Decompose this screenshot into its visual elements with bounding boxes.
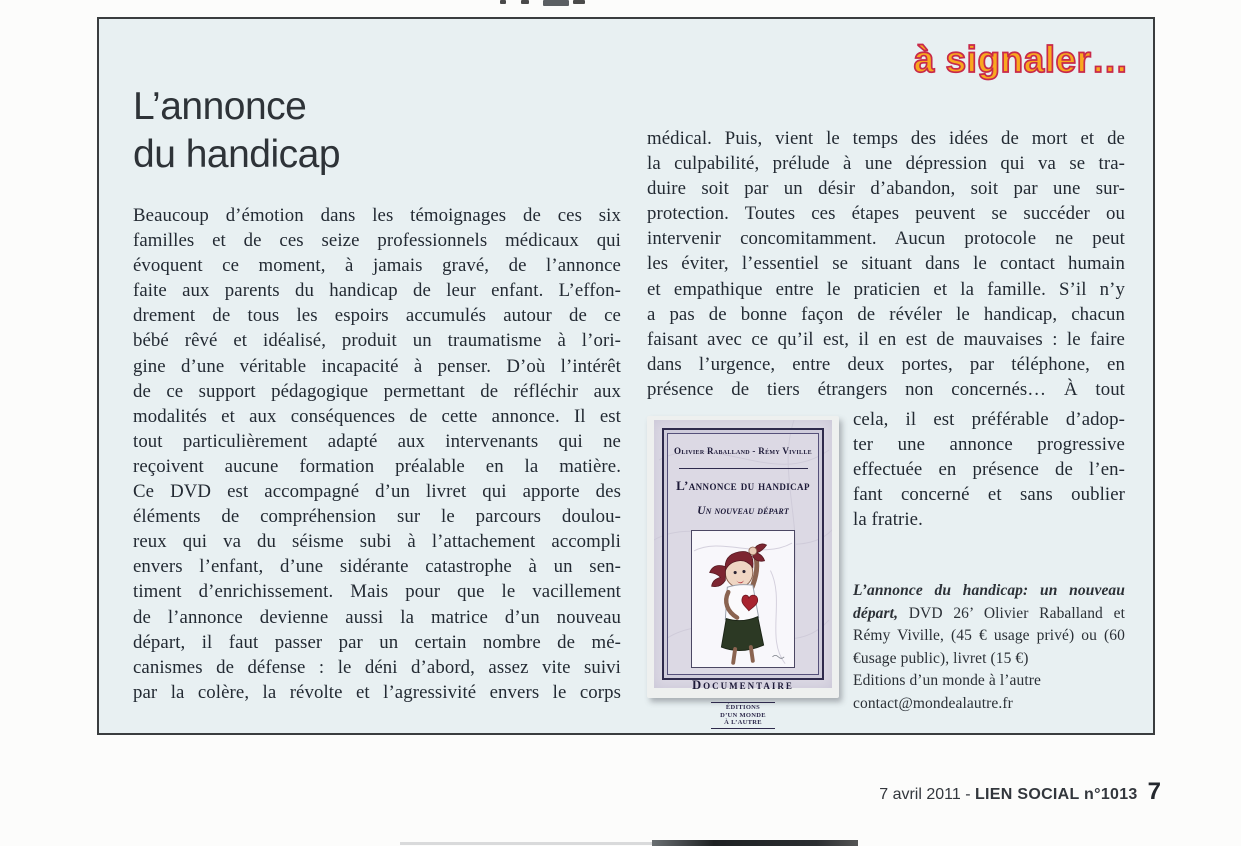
publisher-logo-line: D’UN MONDE bbox=[720, 711, 766, 719]
publisher-logo-line: À L’AUTRE bbox=[724, 719, 762, 727]
dvd-genre: Documentaire bbox=[692, 678, 794, 693]
text-line: par la colère, la révolte et l’agressivité envers le corps bbox=[133, 681, 621, 703]
dvd-title: L’annonce du handicap bbox=[676, 478, 810, 494]
text-line: faisant avec ce qu’il est, il en est de mauvaises : le faire bbox=[647, 328, 1125, 350]
scan-artifact-top bbox=[573, 0, 585, 4]
publisher-logo-line: ÉDITIONS bbox=[725, 704, 761, 712]
scan-artifact-bottom bbox=[652, 840, 858, 846]
page-title-line1: L’annonce bbox=[133, 85, 307, 128]
text-line: cela, il est préférable d’adop- bbox=[853, 409, 1125, 431]
text-line: ter une annonce progressive bbox=[853, 434, 1125, 456]
text-line: intervenir concomitamment. Aucun protocole ne peut bbox=[647, 228, 1125, 250]
caption-email: contact@mondealautre.fr bbox=[853, 694, 1013, 712]
caption-title: L’annonce du handicap: un nouveau départ, bbox=[853, 582, 1125, 622]
text-line: gine d’une véritable incapacité à penser. D’où l’intérêt bbox=[133, 355, 621, 377]
text-line: présence de tiers étrangers non concernés… À tout bbox=[647, 378, 1125, 400]
scan-artifact-top bbox=[521, 0, 529, 4]
text-line: évoquent ce moment, à jamais gravé, de l’annonce bbox=[133, 255, 621, 277]
caption-publisher: Editions d’un monde à l’autre bbox=[853, 672, 1041, 690]
text-line: duire soit par un désir d’abandon, soit par une sur- bbox=[647, 178, 1125, 200]
text-line: reçoivent aucune formation préalable en la matière. bbox=[133, 455, 621, 477]
text-line: tout particulièrement adapté aux intervenants qui ne bbox=[133, 430, 621, 452]
text-line: faite aux parents du handicap de leur enfant. L’effon- bbox=[133, 280, 621, 302]
article-left-column bbox=[133, 203, 621, 705]
text-line: éléments de compréhension sur le parcours doulou- bbox=[133, 506, 621, 528]
text-line: Beaucoup d’émotion dans les témoignages de ces six bbox=[133, 205, 621, 226]
page-title-line2: du handicap bbox=[133, 133, 341, 176]
footer-separator: - bbox=[960, 786, 975, 803]
text-line: effectuée en présence de l’en- bbox=[853, 459, 1125, 481]
text-line: Ce DVD est accompagné d’un livret qui apporte des bbox=[133, 481, 621, 503]
girl-illustration-frame bbox=[691, 530, 795, 668]
scan-artifact-bottom bbox=[400, 842, 660, 845]
dvd-cover-photo bbox=[647, 416, 839, 727]
text-line: protection. Toutes ces étapes peuvent se succéder ou bbox=[647, 203, 1125, 225]
text-line: modalités et aux conséquences de cette annonce. Il est bbox=[133, 405, 621, 427]
footer-date: 7 avril 2011 bbox=[879, 786, 961, 803]
page-number: 7 bbox=[1147, 778, 1161, 805]
caption-details: DVD 26’ Olivier Raballand et Rémy Viville, (45 € usage privé) ou (60 €usage public), livret (15 €) bbox=[853, 604, 1125, 667]
right-column-text bbox=[647, 126, 1125, 402]
text-line: les éviter, l’essentiel se situant dans le contact humain bbox=[647, 253, 1125, 275]
text-line: dans l’urgence, entre deux portes, par téléphone, en bbox=[647, 353, 1125, 375]
scan-artifact-top bbox=[500, 0, 506, 4]
scan-artifact-top bbox=[543, 0, 569, 6]
girl-illustration bbox=[692, 531, 794, 667]
text-line: drement de tous les espoirs accumulés autour de ce bbox=[133, 305, 621, 327]
text-line: bébé rêvé et idéalisé, produit un traumatisme à l’ori- bbox=[133, 330, 621, 352]
text-line: timent d’enrichissement. Mais pour que le vacillement bbox=[133, 581, 621, 603]
text-line: et empathique entre le praticien et la famille. S’il n’y bbox=[647, 278, 1125, 300]
dvd-authors: Olivier Raballand - Rémy Viville bbox=[674, 446, 812, 457]
text-line: fant concerné et sans oublier bbox=[853, 484, 1125, 506]
text-line: canismes de défense : le déni d’abord, assez vite suivi bbox=[133, 656, 621, 678]
media-and-caption-block bbox=[647, 402, 1125, 727]
text-line: envers l’enfant, d’une sidérante catastrophe à un sen- bbox=[133, 556, 621, 578]
footer-magazine: LIEN SOCIAL n°1013 bbox=[974, 786, 1138, 803]
text-line: la culpabilité, prélude à une dépression qui va se tra- bbox=[647, 153, 1125, 175]
wrapped-text bbox=[853, 407, 1125, 532]
dvd-caption bbox=[853, 580, 1125, 715]
dvd-cover-frame bbox=[662, 428, 824, 727]
text-line: la fratrie. bbox=[853, 509, 923, 531]
section-header: à signaler… bbox=[913, 39, 1129, 80]
text-line: reux qui va du séisme subi à l’attachement accompli bbox=[133, 531, 621, 553]
caption-text bbox=[853, 580, 1125, 670]
text-line: départ, il faut passer par un certain nombre de mé- bbox=[133, 631, 621, 653]
article-panel bbox=[97, 17, 1155, 735]
rule-line bbox=[679, 468, 808, 469]
text-line: de ce support pédagogique permettant de réfléchir aux bbox=[133, 380, 621, 402]
text-line: médical. Puis, vient le temps des idées de mort et de bbox=[647, 128, 1125, 149]
dvd-subtitle: Un nouveau départ bbox=[697, 505, 789, 518]
dvd-cover bbox=[654, 420, 832, 727]
page-footer bbox=[879, 778, 1161, 806]
text-line: familles et de ces seize professionnels médicaux qui bbox=[133, 230, 621, 252]
article-right-column bbox=[647, 126, 1125, 727]
page-title bbox=[133, 83, 340, 179]
text-line: a pas de bonne façon de révéler le handicap, chacun bbox=[647, 303, 1125, 325]
text-line: de l’annonce devienne aussi la matrice d’un nouveau bbox=[133, 606, 621, 628]
publisher-logo bbox=[711, 702, 775, 729]
